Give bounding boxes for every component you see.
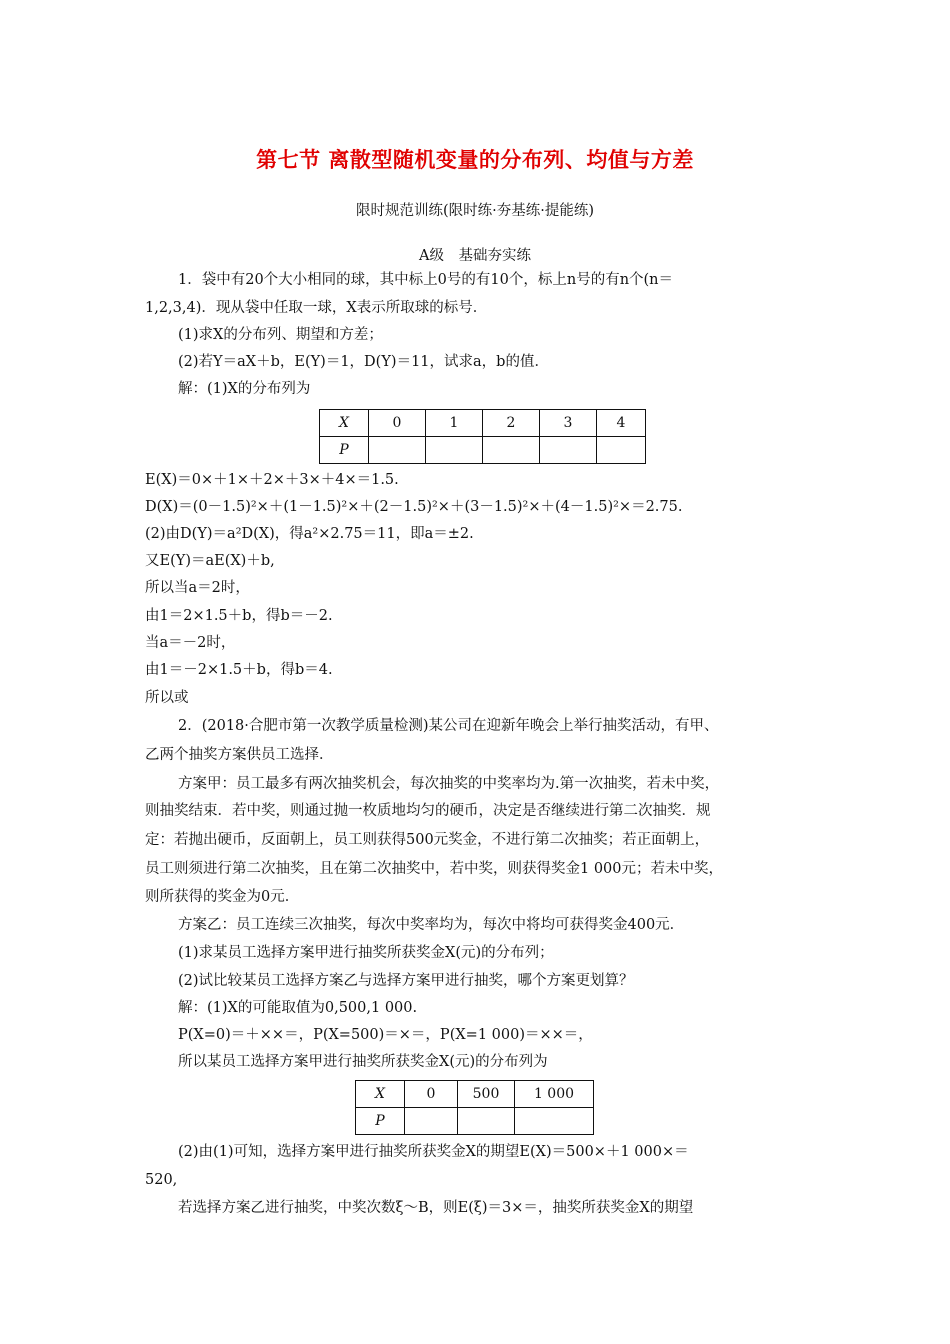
table-cell (597, 437, 646, 464)
table-cell: X (320, 410, 369, 437)
practice-subtitle: 限时规范训练(限时练·夯基练·提能练) (355, 203, 595, 219)
problem2-question1: (1)求某员工选择方案甲进行抽奖所获奖金X(元)的分布列； (178, 945, 554, 961)
plan-a-line5: 则所获得的奖金为0元． (145, 889, 300, 905)
table-cell: 1 000 (515, 1081, 594, 1108)
distribution-table-2 (355, 1080, 594, 1135)
problem2-solution4: (2)由(1)可知，选择方案甲进行抽奖所获奖金X的期望E(X)＝500×＋1 000×＝ (178, 1144, 689, 1160)
table-cell (458, 1108, 515, 1135)
table-cell: X (356, 1081, 405, 1108)
part2-line3: 所以当a＝2时， (145, 580, 250, 596)
problem1-solution-intro: 解：(1)X的分布列为 (178, 381, 311, 397)
table-cell: 0 (369, 410, 426, 437)
table-cell: 4 (597, 410, 646, 437)
plan-a-line2: 则抽奖结束．若中奖，则通过抛一枚质地均匀的硬币，决定是否继续进行第二次抽奖．规 (145, 803, 711, 819)
plan-b-line: 方案乙：员工连续三次抽奖，每次中奖率均为，每次中将均可获得奖金400元． (178, 917, 685, 933)
problem1-question1: (1)求X的分布列、期望和方差； (178, 327, 383, 343)
problem2-solution5: 520, (145, 1172, 178, 1188)
expectation-line: E(X)＝0×＋1×＋2×＋3×＋4×＝1.5. (145, 472, 399, 488)
section-title: 第七节 离散型随机变量的分布列、均值与方差 (256, 148, 694, 172)
problem1-question2: (2)若Y＝aX＋b，E(Y)＝1，D(Y)＝11，试求a，b的值． (178, 354, 549, 370)
part2-line2: 又E(Y)＝aE(X)＋b, (145, 553, 275, 569)
table-cell: 2 (483, 410, 540, 437)
part2-line4: 由1＝2×1.5＋b，得b＝－2. (145, 608, 333, 624)
plan-a-line3: 定：若抛出硬币，反面朝上，员工则获得500元奖金，不进行第二次抽奖；若正面朝上， (145, 832, 710, 848)
table-row (356, 1108, 594, 1135)
table-cell: P (356, 1108, 405, 1135)
table-cell (540, 437, 597, 464)
table-row (356, 1081, 594, 1108)
problem2-solution3: 所以某员工选择方案甲进行抽奖所获奖金X(元)的分布列为 (178, 1054, 548, 1070)
table-cell: 1 (426, 410, 483, 437)
part2-line7: 所以或 (145, 690, 189, 706)
table-cell (426, 437, 483, 464)
table-row (320, 410, 646, 437)
problem2-question2: (2)试比较某员工选择方案乙与选择方案甲进行抽奖，哪个方案更划算？ (178, 973, 634, 989)
problem2-line1: 2．(2018·合肥市第一次教学质量检测)某公司在迎新年晚会上举行抽奖活动，有甲、 (178, 718, 719, 734)
table-cell (405, 1108, 458, 1135)
problem2-solution1: 解：(1)X的可能取值为0,500,1 000. (178, 1000, 418, 1016)
table-cell (483, 437, 540, 464)
part2-line5: 当a＝－2时， (145, 635, 236, 651)
table-cell: P (320, 437, 369, 464)
variance-line: D(X)＝(0－1.5)²×＋(1－1.5)²×＋(2－1.5)²×＋(3－1.5)²×＋(4－1.5)²×＝2.75. (145, 499, 683, 515)
problem2-solution6: 若选择方案乙进行抽奖，中奖次数ξ～B，则E(ξ)＝3×＝，抽奖所获奖金X的期望 (178, 1200, 694, 1216)
table-cell (515, 1108, 594, 1135)
plan-a-line1: 方案甲：员工最多有两次抽奖机会，每次抽奖的中奖率均为.第一次抽奖，若未中奖， (178, 776, 720, 792)
table-cell: 3 (540, 410, 597, 437)
table-cell: 500 (458, 1081, 515, 1108)
level-heading: A级 基础夯实练 (419, 248, 531, 264)
problem1-line1: 1．袋中有20个大小相同的球，其中标上0号的有10个，标上n号的有n个(n＝ (178, 272, 674, 288)
plan-a-line4: 员工则须进行第二次抽奖，且在第二次抽奖中，若中奖，则获得奖金1 000元；若未中奖， (145, 861, 724, 877)
table-row (320, 437, 646, 464)
distribution-table-1 (319, 409, 646, 464)
problem2-solution2: P(X=0)＝＋××＝，P(X=500)＝×＝，P(X=1 000)＝××＝， (178, 1027, 593, 1043)
part2-line1: (2)由D(Y)＝a²D(X)，得a²×2.75＝11，即a＝±2. (145, 526, 474, 542)
table-cell (369, 437, 426, 464)
problem2-line2: 乙两个抽奖方案供员工选择． (145, 747, 334, 763)
table-cell: 0 (405, 1081, 458, 1108)
part2-line6: 由1＝－2×1.5＋b，得b＝4. (145, 662, 333, 678)
problem1-line2: 1,2,3,4)．现从袋中任取一球，X表示所取球的标号． (145, 300, 488, 316)
